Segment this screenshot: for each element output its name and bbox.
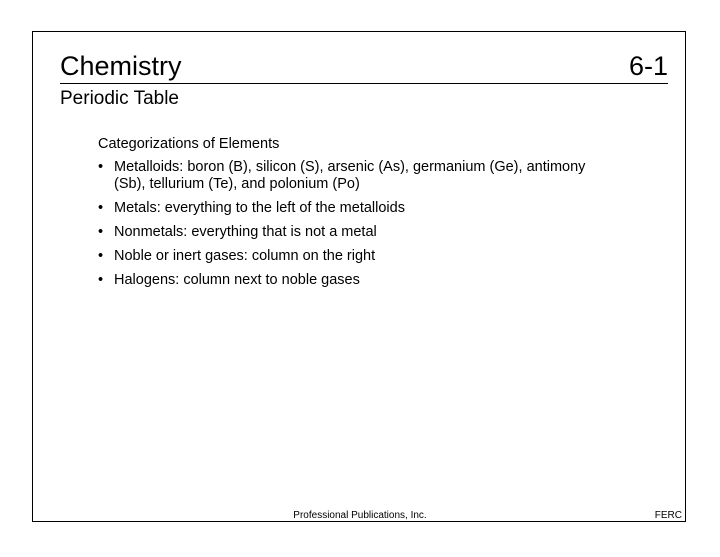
bullet-text: Halogens: column next to noble gases	[114, 272, 360, 288]
bullet-text: Noble or inert gases: column on the right	[114, 248, 376, 264]
bullet-icon: •	[98, 248, 104, 264]
page-number: 6-1	[628, 51, 668, 81]
bullet-item	[98, 248, 618, 265]
bullet-icon: •	[98, 224, 104, 240]
page-title: Chemistry	[60, 51, 182, 81]
page-subtitle: Periodic Table	[60, 88, 180, 109]
bullet-item	[98, 200, 618, 217]
bullet-icon: •	[98, 200, 104, 216]
bullet-list	[98, 159, 618, 289]
section-heading: Categorizations of Elements	[98, 136, 280, 152]
bullet-text: Metalloids: boron (B), silicon (S), arsenic (As), germanium (Ge), antimony (Sb), tellurium (Te), and polonium (Po)	[114, 159, 586, 192]
bullet-item	[98, 224, 618, 241]
footer-publisher: Professional Publications, Inc.	[293, 510, 427, 521]
title-bar	[60, 50, 668, 84]
bullet-item	[98, 159, 618, 193]
bullet-item	[98, 272, 618, 289]
content-body	[98, 136, 618, 296]
bullet-text: Nonmetals: everything that is not a metal	[114, 224, 377, 240]
footer-code: FERC	[654, 510, 682, 521]
bullet-icon: •	[98, 159, 104, 175]
bullet-text: Metals: everything to the left of the metalloids	[114, 200, 405, 216]
bullet-icon: •	[98, 272, 104, 288]
